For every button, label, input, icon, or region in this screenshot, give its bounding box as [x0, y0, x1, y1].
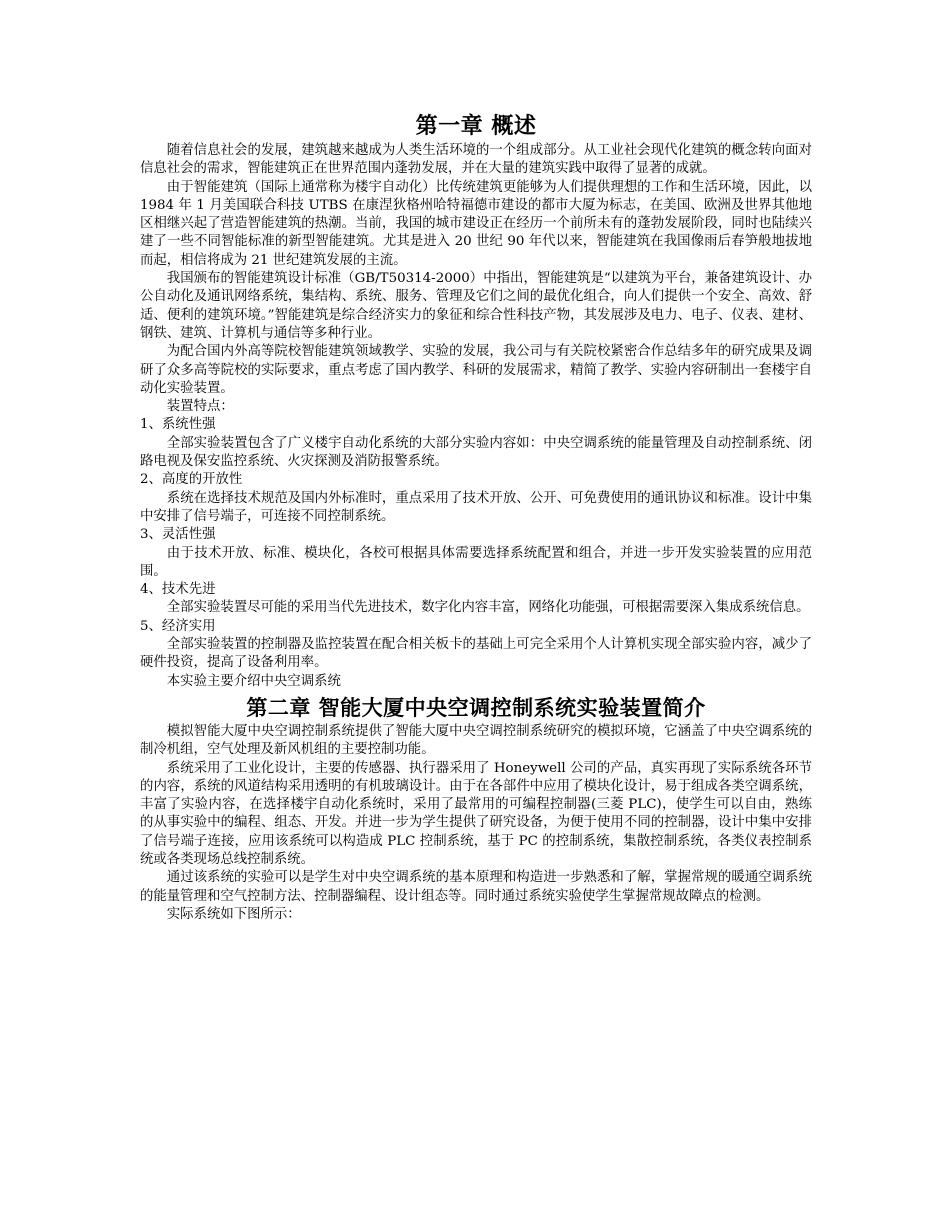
- chapter-1-paragraph-1: 随着信息社会的发展，建筑越来越成为人类生活环境的一个组成部分。从工业社会现代化建筑的概念转向面对信息社会的需求，智能建筑正在世界范围内蓬勃发展，并在大量的建筑实践中取得了显著的成就。: [140, 143, 812, 177]
- feature-1-text: 全部实验装置包含了广义楼宇自动化系统的大部分实验内容如：中央空调系统的能量管理及自动控制系统、闭路电视及保安监控系统、火灾探测及消防报警系统。: [140, 435, 812, 470]
- document-page: [140, 112, 812, 924]
- features-intro: 装置特点：: [166, 399, 234, 415]
- feature-3-heading: 3、灵活性强: [140, 527, 216, 543]
- feature-4-heading: 4、技术先进: [140, 582, 216, 598]
- feature-5-heading: 5、经济实用: [140, 618, 216, 634]
- chapter-1-title: 第一章 概述: [415, 114, 537, 139]
- feature-2-heading: 2、高度的开放性: [140, 472, 243, 488]
- feature-1-heading: 1、系统性强: [140, 417, 216, 433]
- chapter-2-title: 第二章 智能大厦中央空调控制系统实验装置简介: [246, 695, 706, 720]
- chapter-1-paragraph-4: 为配合国内外高等院校智能建筑领域教学、实验的发展，我公司与有关院校紧密合作总结多年的研究成果及调研了众多高等院校的实际要求，重点考虑了国内教学、科研的发展需求，精简了教学、实验内容研制出一套楼宇自动化实验装置。: [140, 344, 812, 396]
- chapter-2-paragraph-1: 模拟智能大厦中央空调控制系统提供了智能大厦中央空调控制系统研究的模拟环境，它涵盖了中央空调系统的制冷机组，空气处理及新风机组的主要控制功能。: [140, 723, 812, 758]
- chapter-1-closing: 本实验主要介绍中央空调系统: [166, 673, 341, 689]
- feature-3-text: 由于技术开放、标准、模块化，各校可根据具体需要选择系统配置和组合，并进一步开发实验装置的应用范围。: [140, 545, 812, 579]
- chapter-1-paragraph-2: 由于智能建筑（国际上通常称为楼宇自动化）比传统建筑更能够为人们提供理想的工作和生活环境，因此，以 1984 年 1 月美国联合科技 UTBS 在康涅狄格州哈特福德市建设的都市大厦为标志，在美国、欧洲及世界其他地区相继兴起了营造智能建筑的热潮。当前，我国的城市建设正在经历一个前所未有的蓬勃发展阶段，同时也陆续兴建了一些不同智能标准的新型智能建筑。尤其是进入 20 世纪 90 年代以来，智能建筑在我国像雨后春笋般地拔地而起，相信将成为 21 世纪建筑发展的主流。: [140, 179, 812, 268]
- chapter-1-paragraph-3: 我国颁布的智能建筑设计标准（GB/T50314-2000）中指出，智能建筑是“以建筑为平台，兼备建筑设计、办公自动化及通讯网络系统，集结构、系统、服务、管理及它们之间的最优化组合，向人们提供一个安全、高效、舒适、便利的建筑环境。”智能建筑是综合经济实力的象征和综合性科技产物，其发展涉及电力、电子、仪表、建材、钢铁、建筑、计算机与通信等多种行业。: [140, 271, 812, 341]
- chapter-2-paragraph-3: 通过该系统的实验可以是学生对中央空调系统的基本原理和构造进一步熟悉和了解，掌握常规的暖通空调系统的能量管理和空气控制方法、控制器编程、设计组态等。同时通过系统实验使学生掌握常规故障点的检测。: [140, 870, 812, 904]
- chapter-2-paragraph-2: 系统采用了工业化设计，主要的传感器、执行器采用了 Honeywell 公司的产品，真实再现了实际系统各环节的内容，系统的风道结构采用透明的有机玻璃设计。由于在各部件中应用了模块化设计，易于组成各类空调系统，丰富了实验内容，在选择楼宇自动化系统时，采用了最常用的可编程控制器(三菱 PLC)，使学生可以自由，熟练的从事实验中的编程、组态、开发。并进一步为学生提供了研究设备，为便于使用不同的控制器，设计中集中安排了信号端子连接，应用该系统可以构造成 PLC 控制系统，基于 PC 的控制系统，集散控制系统，各类仪表控制系统或各类现场总线控制系统。: [140, 760, 812, 867]
- feature-5-text: 全部实验装置的控制器及监控装置在配合相关板卡的基础上可完全采用个人计算机实现全部实验内容，减少了硬件投资，提高了设备利用率。: [140, 637, 812, 671]
- feature-4-text: 全部实验装置尽可能的采用当代先进技术，数字化内容丰富，网络化功能强，可根据需要深入集成系统信息。: [166, 600, 810, 616]
- chapter-2-paragraph-4: 实际系统如下图所示：: [166, 906, 301, 922]
- feature-2-text: 系统在选择技术规范及国内外标准时，重点采用了技术开放、公开、可免费使用的通讯协议和标准。设计中集中安排了信号端子，可连接不同控制系统。: [140, 490, 812, 524]
